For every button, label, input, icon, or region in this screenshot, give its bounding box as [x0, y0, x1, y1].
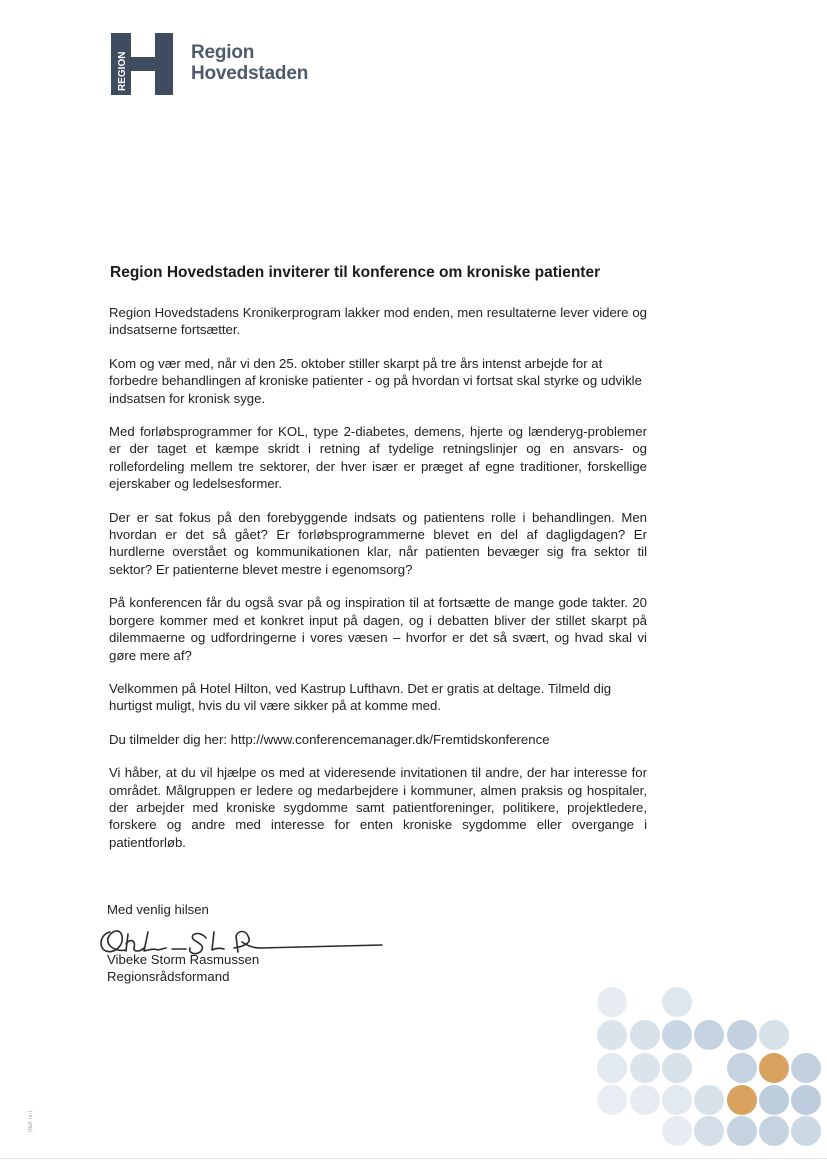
reference-mark: (Ref. nr.) [28, 1110, 34, 1132]
decorative-dot-pattern [592, 985, 827, 1150]
decorative-dot [791, 1053, 821, 1083]
org-name-line1: Region [191, 42, 255, 63]
signer-title: Regionsrådsformand [107, 969, 230, 984]
letter-body [109, 304, 647, 867]
logo-vertical-text: REGION [117, 51, 128, 91]
decorative-dot [630, 1085, 660, 1115]
decorative-dot [694, 1020, 724, 1050]
decorative-dot [791, 1116, 821, 1146]
paragraph-venue: Velkommen på Hotel Hilton, ved Kastrup Lufthavn. Det er gratis at deltage. Tilmeld dig hurtigst muligt, hvis du vil være sikker på at komme med. [109, 680, 612, 714]
org-name-line2: Hovedstaden [191, 63, 309, 84]
decorative-dot [759, 1085, 789, 1115]
signer-block [107, 951, 259, 985]
decorative-dot [597, 987, 627, 1017]
paragraph-registration-link[interactable]: Du tilmelder dig her: http://www.conferencemanager.dk/Fremtidskonference [109, 731, 550, 747]
decorative-dot [662, 987, 692, 1017]
decorative-dot [597, 1053, 627, 1083]
decorative-dot [597, 1020, 627, 1050]
decorative-dot [630, 1053, 660, 1083]
letter-title: Region Hovedstaden inviterer til konference om kroniske patienter [110, 264, 601, 281]
decorative-dot [791, 1085, 821, 1115]
decorative-dot [662, 1085, 692, 1115]
decorative-dot [727, 1053, 757, 1083]
decorative-dot [662, 1116, 692, 1146]
paragraph-programs: Med forløbsprogrammer for KOL, type 2-diabetes, demens, hjerte og lænderyg-problemer er der taget et kæmpe skridt i retning af tydelige retningslinjer og en ansvars- og rollefordeling mellem tre sektorer, der hver især er præget af egne traditioner, forskellige ejerskaber og ledelsesformer. [109, 424, 647, 492]
decorative-dot [727, 1020, 757, 1050]
paragraph-audience: Vi håber, at du vil hjælpe os med at videresende invitationen til andre, der har interesse for området. Målgruppen er ledere og medarbejdere i kommuner, almen praksis og hospitaler, der arbejder med kroniske sygdomme samt patientforeninger, politikere, projektledere, forskere og andre med interesse for enten kroniske sygdomme eller overgange i patientforløb. [109, 765, 647, 850]
page-bottom-edge [0, 1158, 827, 1159]
decorative-dot-orange [727, 1085, 757, 1115]
decorative-dot [662, 1053, 692, 1083]
paragraph-invitation: Kom og vær med, når vi den 25. oktober stiller skarpt på tre års intenst arbejde for at forbedre behandlingen af kroniske patienter - og på hvordan vi fortsat skal styrke og udvikle indsatsen for kronisk syge. [109, 355, 642, 406]
decorative-dot [630, 1020, 660, 1050]
decorative-dot [759, 1116, 789, 1146]
signer-name: Vibeke Storm Rasmussen [107, 952, 260, 967]
decorative-dot [597, 1085, 627, 1115]
decorative-dot-orange [759, 1053, 789, 1083]
decorative-dot [694, 1085, 724, 1115]
decorative-dot [759, 1020, 789, 1050]
paragraph-intro: Region Hovedstadens Kronikerprogram lakker mod enden, men resultaterne lever videre og indsatserne fortsætter. [109, 305, 647, 338]
org-name [191, 42, 351, 84]
region-h-logo-icon [111, 33, 173, 95]
decorative-dot [727, 1116, 757, 1146]
paragraph-conference: På konferencen får du også svar på og inspiration til at fortsætte de mange gode takter. 20 borgere kommer med et konkret input på dagen, og i debatten bliver der stillet skarpt på dilemmaerne og udfordringerne i vores væsen – hvorfor er det så svært, og hvad skal vi gøre mere af? [109, 595, 647, 663]
decorative-dot [662, 1020, 692, 1050]
decorative-dot [694, 1116, 724, 1146]
paragraph-focus: Der er sat fokus på den forebyggende indsats og patientens rolle i behandlingen. Men hvordan er det så gået? Er forløbsprogrammerne blevet en del af dagligdagen? Er hurdlerne overstået og kommunikationen klar, når patienten bevæger sig fra sektor til sektor? Er patienterne blevet mestre i egenomsorg? [109, 509, 647, 577]
closing-greeting: Med venlig hilsen [107, 902, 209, 917]
